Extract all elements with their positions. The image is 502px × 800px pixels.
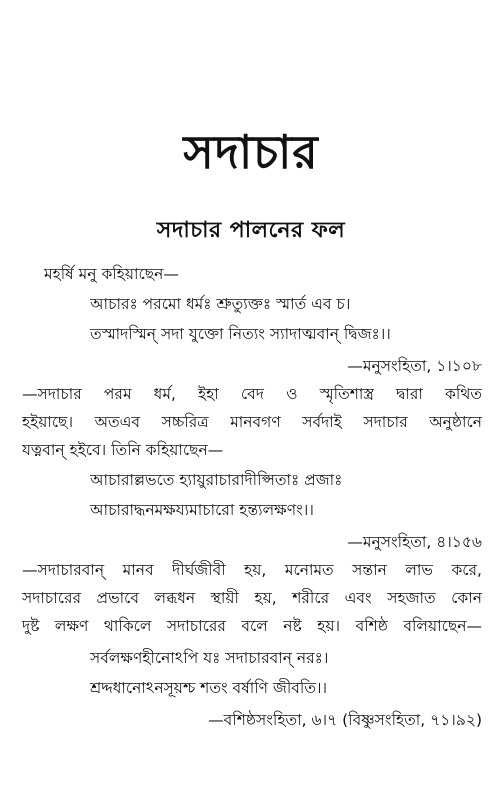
- paragraph-1-line-3: যত্নবান্ হইবে। তিনি কহিয়াছেন—: [22, 441, 224, 459]
- verse-line-2: তস্মাদস্মিন্ সদা যুক্তো নিত্যং স্যাদাত্মবান্ দ্বিজঃ।।: [90, 325, 391, 343]
- page-title: সদাচার: [183, 125, 319, 179]
- verse-line-4: আচারাদ্ধনমক্ষয্যমাচারো হন্ত্যলক্ষণং।।: [90, 501, 314, 519]
- paragraph-2-line-1: —সদাচারবান্ মানব দীর্ঘজীবী হয়, মনোমত সন্তান লাভ করে,: [22, 561, 482, 579]
- intro-line: মহর্ষি মনু কহিয়াছেন—: [44, 265, 179, 283]
- section-heading: সদাচার পালনের ফল: [156, 218, 346, 243]
- verse-line-6: শ্রদ্দধানোঽনসূয়শ্চ শতং বর্ষাণি জীবতি।।: [90, 679, 328, 697]
- verse-line-5: সর্বলক্ষণহীনোঽপি যঃ সদাচারবান্ নরঃ।: [90, 649, 329, 667]
- paragraph-2-line-2: সদাচারের প্রভাবে লব্ধধন স্থায়ী হয়, শরীরে এবং সহজাত কোন: [22, 589, 482, 607]
- citation-1: —মনুসংহিতা, ১।১০৮: [347, 357, 482, 375]
- verse-line-3: আচারাল্লভতে হ্যায়ুরাচারাদীপ্সিতাঃ প্রজাঃ: [90, 471, 343, 489]
- paragraph-1-line-2: হইয়াছে। অতএব সচ্চরিত্র মানবগণ সর্বদাই সদাচার অনুষ্ঠানে: [22, 413, 482, 431]
- citation-2: —মনুসংহিতা, ৪।১৫৬: [347, 533, 482, 551]
- paragraph-2-line-3: দুষ্ট লক্ষণ থাকিলে সদাচারের বলে নষ্ট হয়। বশিষ্ঠ বলিয়াছেন—: [22, 617, 482, 635]
- paragraph-1-line-1: —সদাচার পরম ধর্ম, ইহা বেদ ও স্মৃতিশাস্ত্র দ্বারা কথিত: [22, 385, 482, 403]
- citation-3: —বশিষ্ঠসংহিতা, ৬।৭ (বিষ্ণুসংহিতা, ৭১।৯২): [208, 711, 482, 729]
- verse-line-1: আচারঃ পরমো ধর্মঃ শ্রুত্যুক্তঃ স্মার্ত এব চ।: [90, 295, 351, 313]
